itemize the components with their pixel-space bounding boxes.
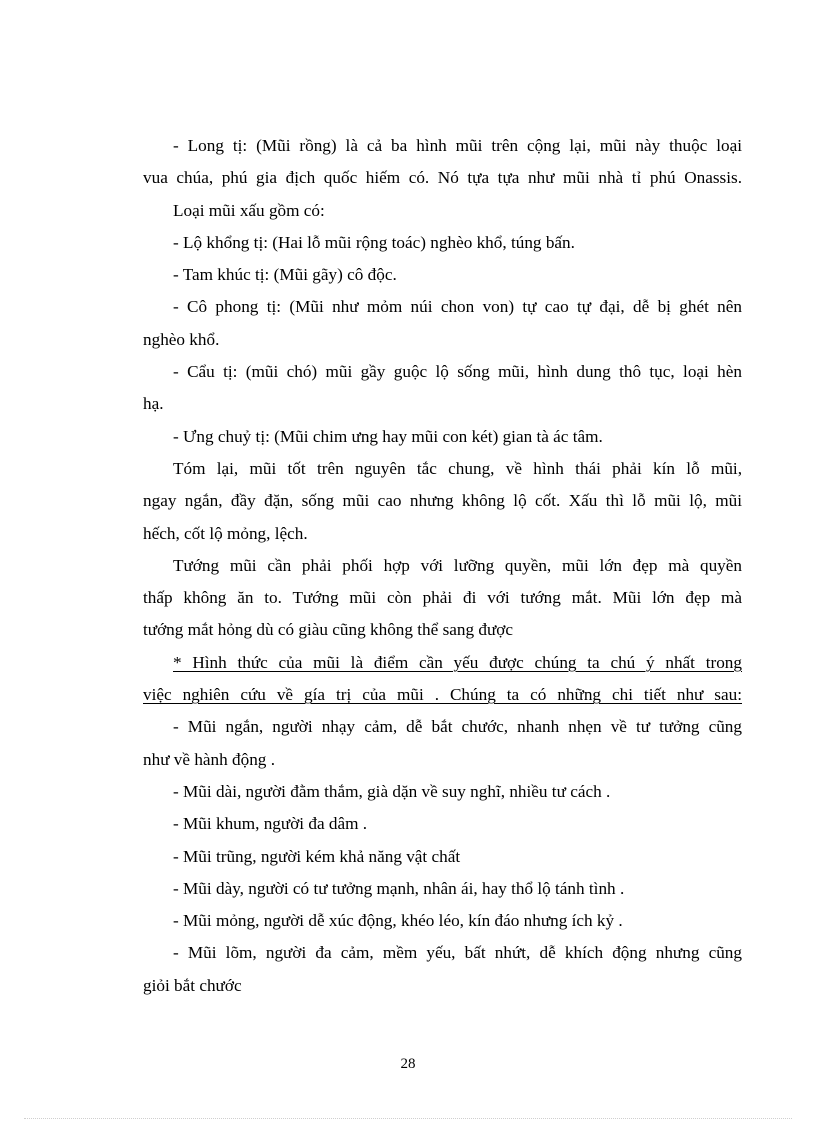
- text-line: tướng mắt hỏng dù có giàu cũng không thể sang được: [143, 620, 513, 640]
- text-line: giỏi bắt chước: [143, 975, 242, 995]
- text-line: - Mũi khum, người đa dâm .: [173, 814, 368, 834]
- text-line: - Cô phong tị: (Mũi như mỏm núi chon von) tự cao tự đại, dễ bị ghét nên: [173, 297, 742, 317]
- text-line: - Long tị: (Mũi rồng) là cả ba hình mũi trên cộng lại, mũi này thuộc loại: [173, 136, 742, 155]
- text-line: như về hành động .: [143, 749, 275, 769]
- text-line: - Mũi dài, người đằm thắm, già dặn về suy nghĩ, nhiều tư cách .: [173, 781, 611, 801]
- text-line: Tóm lại, mũi tốt trên nguyên tắc chung, về hình thái phải kín lỗ mũi,: [173, 458, 742, 478]
- text-line: ngay ngắn, đầy đặn, sống mũi cao nhưng không lộ cốt. Xấu thì lỗ mũi lộ, mũi: [143, 491, 742, 511]
- text-line: hếch, cốt lộ mỏng, lệch.: [143, 523, 308, 543]
- text-line: - Mũi trũng, người kém khả năng vật chất: [173, 846, 461, 866]
- text-line: - Mũi ngắn, người nhạy cảm, dễ bắt chước, nhanh nhẹn về tư tưởng cũng: [173, 717, 742, 737]
- text-line: Tướng mũi cần phải phối hợp với lưỡng quyền, mũi lớn đẹp mà quyền: [173, 555, 742, 575]
- text-line: - Tam khúc tị: (Mũi gãy) cô độc.: [173, 265, 397, 285]
- page-bottom-divider: [24, 1118, 792, 1119]
- text-line: - Lộ khổng tị: (Hai lỗ mũi rộng toác) nghèo khổ, túng bấn.: [173, 232, 575, 252]
- page-number: 28: [400, 1056, 416, 1072]
- text-line: - Mũi lõm, người đa cảm, mềm yếu, bất nhứt, dễ khích động nhưng cũng: [173, 943, 742, 963]
- underlined-heading-line: việc nghiên cứu về gía trị của mũi . Chúng ta có những chi tiết như sau:: [143, 685, 742, 705]
- text-line: - Mũi mỏng, người dễ xúc động, khéo léo, kín đáo nhưng ích kỷ .: [173, 911, 623, 931]
- text-line: - Ưng chuỷ tị: (Mũi chim ưng hay mũi con két) gian tà ác tâm.: [173, 426, 603, 446]
- text-line: hạ.: [143, 394, 164, 414]
- text-line: thấp không ăn to. Tướng mũi còn phải đi với tướng mắt. Mũi lớn đẹp mà: [143, 588, 742, 608]
- body-text: [143, 130, 742, 1002]
- text-line: - Cẩu tị: (mũi chó) mũi gầy guộc lộ sống mũi, hình dung thô tục, loại hèn: [173, 362, 742, 382]
- text-line: - Mũi dày, người có tư tưởng mạnh, nhân ái, hay thổ lộ tánh tình .: [173, 878, 625, 898]
- text-line: Loại mũi xấu gồm có:: [173, 200, 325, 220]
- underlined-heading-line: * Hình thức của mũi là điểm cần yếu được chúng ta chú ý nhất trong: [173, 652, 742, 672]
- text-line: vua chúa, phú gia địch quốc hiếm có. Nó tựa tựa như mũi nhà tỉ phú Onassis.: [143, 168, 742, 188]
- text-line: nghèo khổ.: [143, 329, 220, 349]
